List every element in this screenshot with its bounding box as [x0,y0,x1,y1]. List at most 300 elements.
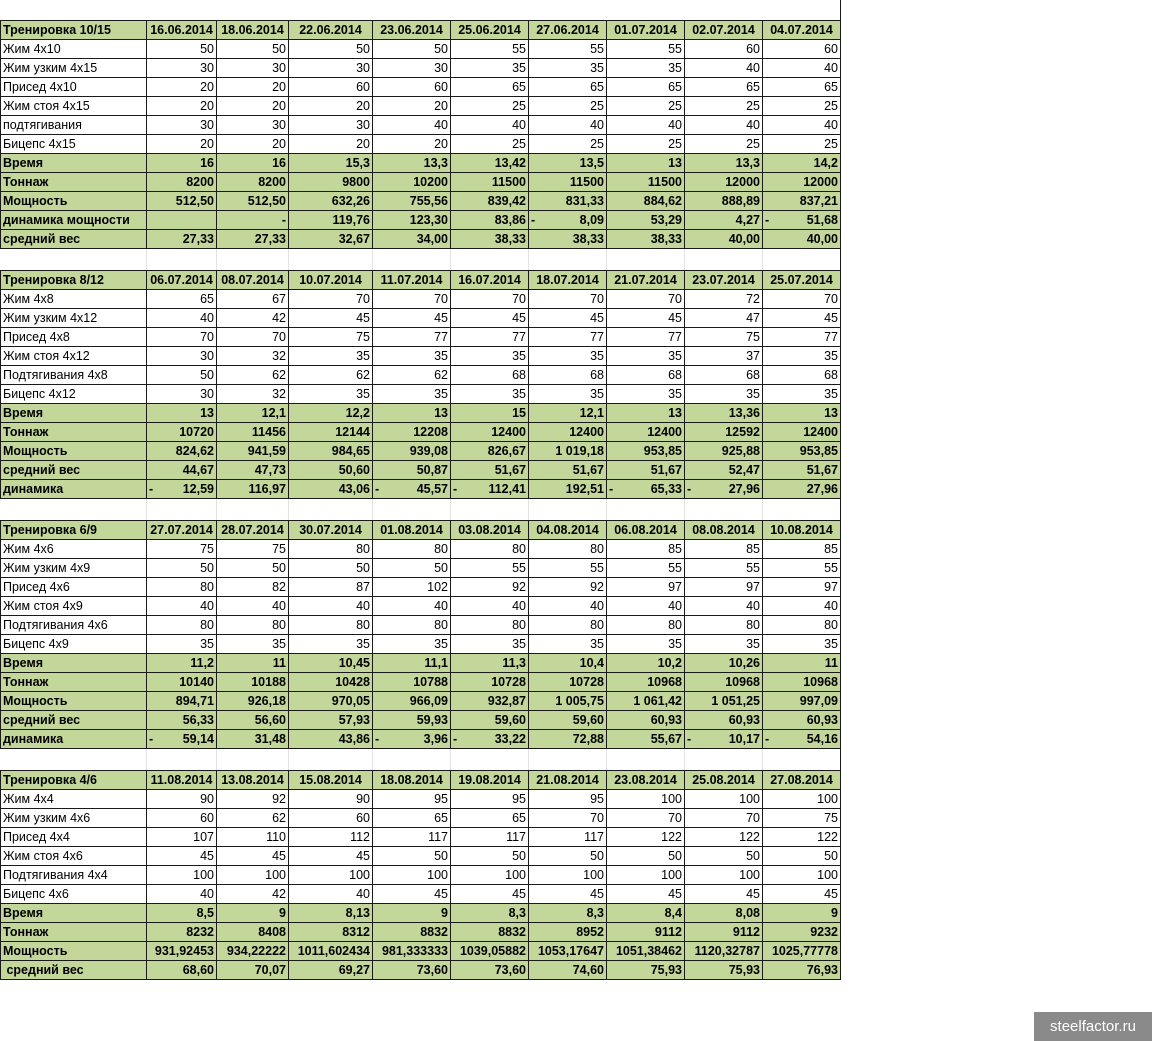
value-cell[interactable]: 20 [373,135,451,154]
date-cell[interactable]: 27.08.2014 [763,771,841,790]
row-label[interactable]: Жим узким 4х15 [1,59,147,78]
value-cell[interactable]: 100 [763,866,841,885]
value-cell[interactable]: 73,60 [451,961,529,980]
value-cell[interactable]: 30 [147,59,217,78]
block-title[interactable]: Тренировка 8/12 [1,271,147,290]
value-cell[interactable]: 35 [607,59,685,78]
value-cell[interactable]: 35 [607,347,685,366]
value-cell[interactable]: 68 [529,366,607,385]
value-cell[interactable]: 4,27 [685,211,763,230]
value-cell[interactable]: 35 [451,385,529,404]
value-cell[interactable]: 839,42 [451,192,529,211]
value-cell[interactable]: 30 [147,385,217,404]
row-label[interactable]: Время [1,154,147,173]
value-cell[interactable]: 69,27 [289,961,373,980]
date-cell[interactable]: 11.07.2014 [373,271,451,290]
row-label[interactable]: Бицепс 4х6 [1,885,147,904]
value-cell[interactable]: 192,51 [529,480,607,499]
value-cell[interactable]: 35 [529,385,607,404]
value-cell[interactable]: 970,05 [289,692,373,711]
value-cell[interactable]: 38,33 [607,230,685,249]
value-cell[interactable]: 80 [217,616,289,635]
block-title[interactable]: Тренировка 4/6 [1,771,147,790]
value-cell[interactable]: 72 [685,290,763,309]
value-cell[interactable]: 1 061,42 [607,692,685,711]
value-cell[interactable]: 10428 [289,673,373,692]
date-cell[interactable]: 01.08.2014 [373,521,451,540]
date-cell[interactable]: 04.08.2014 [529,521,607,540]
value-cell[interactable]: 40,00 [685,230,763,249]
value-cell[interactable]: 87 [289,578,373,597]
value-cell[interactable]: 100 [685,866,763,885]
value-cell[interactable]: 59,93 [373,711,451,730]
value-cell[interactable]: 45 [685,885,763,904]
value-cell[interactable]: 50 [147,366,217,385]
value-cell[interactable]: 12144 [289,423,373,442]
value-cell[interactable]: 45 [373,309,451,328]
value-cell[interactable]: 92 [451,578,529,597]
value-cell[interactable]: 953,85 [607,442,685,461]
value-cell[interactable]: 925,88 [685,442,763,461]
row-label[interactable]: Присед 4х4 [1,828,147,847]
value-cell[interactable]: 80 [607,616,685,635]
row-label[interactable]: Присед 4х6 [1,578,147,597]
value-cell[interactable]: 8832 [373,923,451,942]
value-cell[interactable]: 11,2 [147,654,217,673]
value-cell[interactable]: 32 [217,385,289,404]
value-cell[interactable]: 934,22222 [217,942,289,961]
value-cell[interactable]: 30 [289,116,373,135]
value-cell[interactable]: 30 [373,59,451,78]
value-cell[interactable]: 65 [685,78,763,97]
value-cell[interactable]: 45 [451,309,529,328]
date-cell[interactable]: 27.07.2014 [147,521,217,540]
value-cell[interactable]: 43,06 [289,480,373,499]
value-cell[interactable]: 837,21 [763,192,841,211]
value-cell[interactable]: 32 [217,347,289,366]
value-cell[interactable]: 70 [685,809,763,828]
value-cell[interactable]: 20 [373,97,451,116]
value-cell[interactable]: 10140 [147,673,217,692]
value-cell[interactable]: 10188 [217,673,289,692]
block-title[interactable]: Тренировка 10/15 [1,21,147,40]
row-label[interactable]: Тоннаж [1,673,147,692]
row-label[interactable]: Мощность [1,692,147,711]
value-cell[interactable]: 85 [685,540,763,559]
value-cell[interactable]: 75 [147,540,217,559]
value-cell[interactable]: 10788 [373,673,451,692]
value-cell[interactable]: 34,00 [373,230,451,249]
value-cell[interactable]: 35 [451,347,529,366]
value-cell[interactable]: 10200 [373,173,451,192]
value-cell[interactable]: 116,97 [217,480,289,499]
value-cell[interactable]: 9800 [289,173,373,192]
row-label[interactable]: Бицепс 4х12 [1,385,147,404]
value-cell[interactable]: 45 [217,847,289,866]
value-cell[interactable]: 35 [451,59,529,78]
value-cell[interactable]: 30 [147,116,217,135]
value-cell[interactable]: 35 [217,635,289,654]
value-cell[interactable]: 75 [763,809,841,828]
value-cell[interactable]: 55 [607,40,685,59]
row-label[interactable]: Жим 4х4 [1,790,147,809]
date-cell[interactable]: 22.06.2014 [289,21,373,40]
value-cell[interactable]: 100 [607,790,685,809]
row-label[interactable]: Мощность [1,442,147,461]
value-cell[interactable]: 47 [685,309,763,328]
value-cell[interactable]: 831,33 [529,192,607,211]
value-cell[interactable]: 68 [607,366,685,385]
row-label[interactable]: Время [1,654,147,673]
value-cell[interactable]: 59,60 [451,711,529,730]
value-cell[interactable]: 50 [217,40,289,59]
value-cell[interactable]: 80 [373,616,451,635]
date-cell[interactable]: 04.07.2014 [763,21,841,40]
value-cell[interactable]: 12400 [451,423,529,442]
date-cell[interactable]: 13.08.2014 [217,771,289,790]
value-cell[interactable]: 40 [373,597,451,616]
value-cell[interactable]: 62 [217,809,289,828]
value-cell[interactable]: 45 [147,847,217,866]
row-label[interactable]: Жим стоя 4х6 [1,847,147,866]
value-cell[interactable]: 60,93 [685,711,763,730]
row-label[interactable]: Присед 4х8 [1,328,147,347]
value-cell[interactable]: 894,71 [147,692,217,711]
row-label[interactable]: Время [1,404,147,423]
value-cell[interactable]: 50 [373,559,451,578]
value-cell[interactable]: 12,1 [529,404,607,423]
row-label[interactable]: Жим узким 4х12 [1,309,147,328]
value-cell[interactable]: 50 [451,847,529,866]
date-cell[interactable]: 23.06.2014 [373,21,451,40]
value-cell[interactable]: 1 005,75 [529,692,607,711]
date-cell[interactable]: 08.08.2014 [685,521,763,540]
value-cell[interactable]: - 59,14 [147,730,217,749]
value-cell[interactable]: 35 [763,385,841,404]
value-cell[interactable]: 16 [147,154,217,173]
row-label[interactable]: Жим узким 4х9 [1,559,147,578]
date-cell[interactable]: 03.08.2014 [451,521,529,540]
value-cell[interactable]: 70 [147,328,217,347]
value-cell[interactable]: 100 [373,866,451,885]
value-cell[interactable]: 826,67 [451,442,529,461]
value-cell[interactable]: 60 [147,809,217,828]
value-cell[interactable]: 100 [147,866,217,885]
value-cell[interactable]: 83,86 [451,211,529,230]
value-cell[interactable]: 20 [147,78,217,97]
value-cell[interactable]: 35 [685,385,763,404]
value-cell[interactable]: 80 [529,616,607,635]
row-label[interactable]: Время [1,904,147,923]
value-cell[interactable]: 76,93 [763,961,841,980]
value-cell[interactable]: 60 [373,78,451,97]
value-cell[interactable]: 50 [373,847,451,866]
value-cell[interactable]: 70 [451,290,529,309]
value-cell[interactable]: 80 [685,616,763,635]
row-label[interactable]: Тоннаж [1,173,147,192]
value-cell[interactable]: 75,93 [685,961,763,980]
value-cell[interactable]: 9112 [685,923,763,942]
value-cell[interactable]: 1 019,18 [529,442,607,461]
value-cell[interactable]: 13,3 [373,154,451,173]
value-cell[interactable]: 13,3 [685,154,763,173]
date-cell[interactable]: 25.06.2014 [451,21,529,40]
row-label[interactable]: Подтягивания 4х6 [1,616,147,635]
value-cell[interactable]: 50,60 [289,461,373,480]
date-cell[interactable]: 18.08.2014 [373,771,451,790]
value-cell[interactable]: 40 [607,116,685,135]
value-cell[interactable]: 65 [451,78,529,97]
value-cell[interactable]: 25 [763,135,841,154]
value-cell[interactable]: - [217,211,289,230]
row-label[interactable]: динамика [1,480,147,499]
value-cell[interactable]: 12000 [685,173,763,192]
value-cell[interactable]: 97 [685,578,763,597]
value-cell[interactable]: 50 [289,559,373,578]
value-cell[interactable]: 100 [289,866,373,885]
value-cell[interactable]: 40 [451,116,529,135]
value-cell[interactable]: 40 [763,597,841,616]
row-label[interactable]: Тоннаж [1,923,147,942]
value-cell[interactable]: 12,1 [217,404,289,423]
value-cell[interactable]: 80 [451,540,529,559]
value-cell[interactable]: 52,47 [685,461,763,480]
value-cell[interactable]: 68 [763,366,841,385]
value-cell[interactable]: 95 [373,790,451,809]
value-cell[interactable]: - 10,17 [685,730,763,749]
value-cell[interactable]: 35 [289,347,373,366]
value-cell[interactable]: 25 [451,135,529,154]
row-label[interactable]: подтягивания [1,116,147,135]
value-cell[interactable]: 25 [529,97,607,116]
value-cell[interactable]: 40 [529,597,607,616]
date-cell[interactable]: 25.08.2014 [685,771,763,790]
value-cell[interactable]: 62 [217,366,289,385]
value-cell[interactable]: 40 [147,597,217,616]
value-cell[interactable]: 50 [289,40,373,59]
value-cell[interactable]: 35 [529,59,607,78]
value-cell[interactable]: 966,09 [373,692,451,711]
row-label[interactable]: Тоннаж [1,423,147,442]
value-cell[interactable]: 60 [763,40,841,59]
value-cell[interactable]: 60 [685,40,763,59]
value-cell[interactable]: 70 [529,290,607,309]
value-cell[interactable]: 42 [217,309,289,328]
value-cell[interactable]: 77 [373,328,451,347]
row-label[interactable]: Подтягивания 4х8 [1,366,147,385]
date-cell[interactable]: 06.07.2014 [147,271,217,290]
value-cell[interactable]: 38,33 [451,230,529,249]
value-cell[interactable]: 51,67 [451,461,529,480]
value-cell[interactable]: 8,5 [147,904,217,923]
value-cell[interactable]: 75 [289,328,373,347]
value-cell[interactable]: 57,93 [289,711,373,730]
value-cell[interactable]: 80 [289,616,373,635]
value-cell[interactable]: 112 [289,828,373,847]
value-cell[interactable]: 50 [217,559,289,578]
value-cell[interactable]: 8,4 [607,904,685,923]
value-cell[interactable]: 50 [373,40,451,59]
value-cell[interactable]: 77 [763,328,841,347]
row-label[interactable]: средний вес [1,461,147,480]
value-cell[interactable]: 12,2 [289,404,373,423]
value-cell[interactable]: 40 [607,597,685,616]
value-cell[interactable]: 80 [147,616,217,635]
value-cell[interactable]: 11500 [529,173,607,192]
value-cell[interactable]: 70,07 [217,961,289,980]
value-cell[interactable]: 35 [373,635,451,654]
value-cell[interactable]: 40 [217,597,289,616]
value-cell[interactable]: 8952 [529,923,607,942]
value-cell[interactable]: 122 [607,828,685,847]
value-cell[interactable]: 20 [217,78,289,97]
value-cell[interactable]: 8200 [147,173,217,192]
date-cell[interactable]: 21.08.2014 [529,771,607,790]
value-cell[interactable]: 11500 [451,173,529,192]
date-cell[interactable]: 21.07.2014 [607,271,685,290]
value-cell[interactable]: 95 [529,790,607,809]
value-cell[interactable]: 884,62 [607,192,685,211]
value-cell[interactable]: 512,50 [147,192,217,211]
row-label[interactable]: средний вес [1,961,147,980]
value-cell[interactable]: 35 [451,635,529,654]
value-cell[interactable]: 100 [607,866,685,885]
date-cell[interactable]: 11.08.2014 [147,771,217,790]
value-cell[interactable]: 12400 [607,423,685,442]
value-cell[interactable]: 75 [217,540,289,559]
value-cell[interactable]: 30 [147,347,217,366]
date-cell[interactable]: 28.07.2014 [217,521,289,540]
value-cell[interactable]: 20 [289,135,373,154]
value-cell[interactable]: 35 [763,347,841,366]
value-cell[interactable]: 45 [529,309,607,328]
value-cell[interactable]: 60,93 [763,711,841,730]
value-cell[interactable]: 85 [607,540,685,559]
value-cell[interactable]: 40 [763,116,841,135]
value-cell[interactable]: 38,33 [529,230,607,249]
value-cell[interactable]: 35 [607,385,685,404]
value-cell[interactable]: 37 [685,347,763,366]
value-cell[interactable]: 10728 [529,673,607,692]
value-cell[interactable]: 31,48 [217,730,289,749]
value-cell[interactable]: 8200 [217,173,289,192]
value-cell[interactable]: 55 [451,559,529,578]
value-cell[interactable]: 35 [607,635,685,654]
value-cell[interactable]: 102 [373,578,451,597]
value-cell[interactable]: 122 [763,828,841,847]
value-cell[interactable]: 65 [451,809,529,828]
value-cell[interactable]: 27,96 [763,480,841,499]
value-cell[interactable]: 80 [289,540,373,559]
value-cell[interactable]: 8,13 [289,904,373,923]
value-cell[interactable]: 12000 [763,173,841,192]
date-cell[interactable]: 10.08.2014 [763,521,841,540]
value-cell[interactable]: 13,5 [529,154,607,173]
value-cell[interactable]: 85 [763,540,841,559]
value-cell[interactable]: 40 [685,116,763,135]
value-cell[interactable]: 25 [607,97,685,116]
value-cell[interactable]: 9232 [763,923,841,942]
value-cell[interactable]: 68 [451,366,529,385]
date-cell[interactable]: 27.06.2014 [529,21,607,40]
value-cell[interactable]: 25 [529,135,607,154]
value-cell[interactable]: 10,45 [289,654,373,673]
value-cell[interactable]: 1120,32787 [685,942,763,961]
value-cell[interactable]: 25 [763,97,841,116]
value-cell[interactable]: 100 [685,790,763,809]
value-cell[interactable]: 110 [217,828,289,847]
value-cell[interactable]: 45 [763,885,841,904]
value-cell[interactable]: 40 [685,597,763,616]
value-cell[interactable]: 981,333333 [373,942,451,961]
value-cell[interactable]: 107 [147,828,217,847]
value-cell[interactable]: 15 [451,404,529,423]
value-cell[interactable]: 40 [451,597,529,616]
value-cell[interactable]: 92 [529,578,607,597]
value-cell[interactable]: 50,87 [373,461,451,480]
value-cell[interactable]: 25 [685,97,763,116]
value-cell[interactable]: 10,4 [529,654,607,673]
value-cell[interactable]: 53,29 [607,211,685,230]
value-cell[interactable]: 40,00 [763,230,841,249]
value-cell[interactable]: 40 [685,59,763,78]
value-cell[interactable]: 97 [607,578,685,597]
date-cell[interactable]: 16.07.2014 [451,271,529,290]
value-cell[interactable]: 11,3 [451,654,529,673]
value-cell[interactable]: 68 [685,366,763,385]
value-cell[interactable]: 51,67 [529,461,607,480]
value-cell[interactable]: 941,59 [217,442,289,461]
value-cell[interactable]: 984,65 [289,442,373,461]
value-cell[interactable]: 70 [763,290,841,309]
value-cell[interactable]: 35 [373,347,451,366]
value-cell[interactable]: 30 [289,59,373,78]
value-cell[interactable]: 95 [451,790,529,809]
value-cell[interactable]: 755,56 [373,192,451,211]
value-cell[interactable]: 11,1 [373,654,451,673]
value-cell[interactable]: 888,89 [685,192,763,211]
value-cell[interactable]: 45 [451,885,529,904]
value-cell[interactable]: 8,3 [529,904,607,923]
value-cell[interactable]: 80 [373,540,451,559]
value-cell[interactable]: 55,67 [607,730,685,749]
row-label[interactable]: Присед 4х10 [1,78,147,97]
value-cell[interactable]: 8832 [451,923,529,942]
value-cell[interactable]: 90 [289,790,373,809]
value-cell[interactable]: 30 [217,59,289,78]
value-cell[interactable]: 65 [373,809,451,828]
value-cell[interactable]: 35 [529,347,607,366]
row-label[interactable]: Мощность [1,942,147,961]
value-cell[interactable]: 65 [763,78,841,97]
value-cell[interactable]: 8,08 [685,904,763,923]
value-cell[interactable]: 632,26 [289,192,373,211]
value-cell[interactable]: 25 [685,135,763,154]
date-cell[interactable]: 02.07.2014 [685,21,763,40]
value-cell[interactable]: 1025,77778 [763,942,841,961]
value-cell[interactable]: 9 [763,904,841,923]
value-cell[interactable]: 1011,602434 [289,942,373,961]
block-title[interactable]: Тренировка 6/9 [1,521,147,540]
row-label[interactable]: средний вес [1,230,147,249]
value-cell[interactable]: 35 [289,385,373,404]
value-cell[interactable]: 20 [289,97,373,116]
value-cell[interactable]: 60 [289,809,373,828]
value-cell[interactable]: - 8,09 [529,211,607,230]
row-label[interactable]: средний вес [1,711,147,730]
value-cell[interactable]: 65 [607,78,685,97]
value-cell[interactable]: 77 [607,328,685,347]
